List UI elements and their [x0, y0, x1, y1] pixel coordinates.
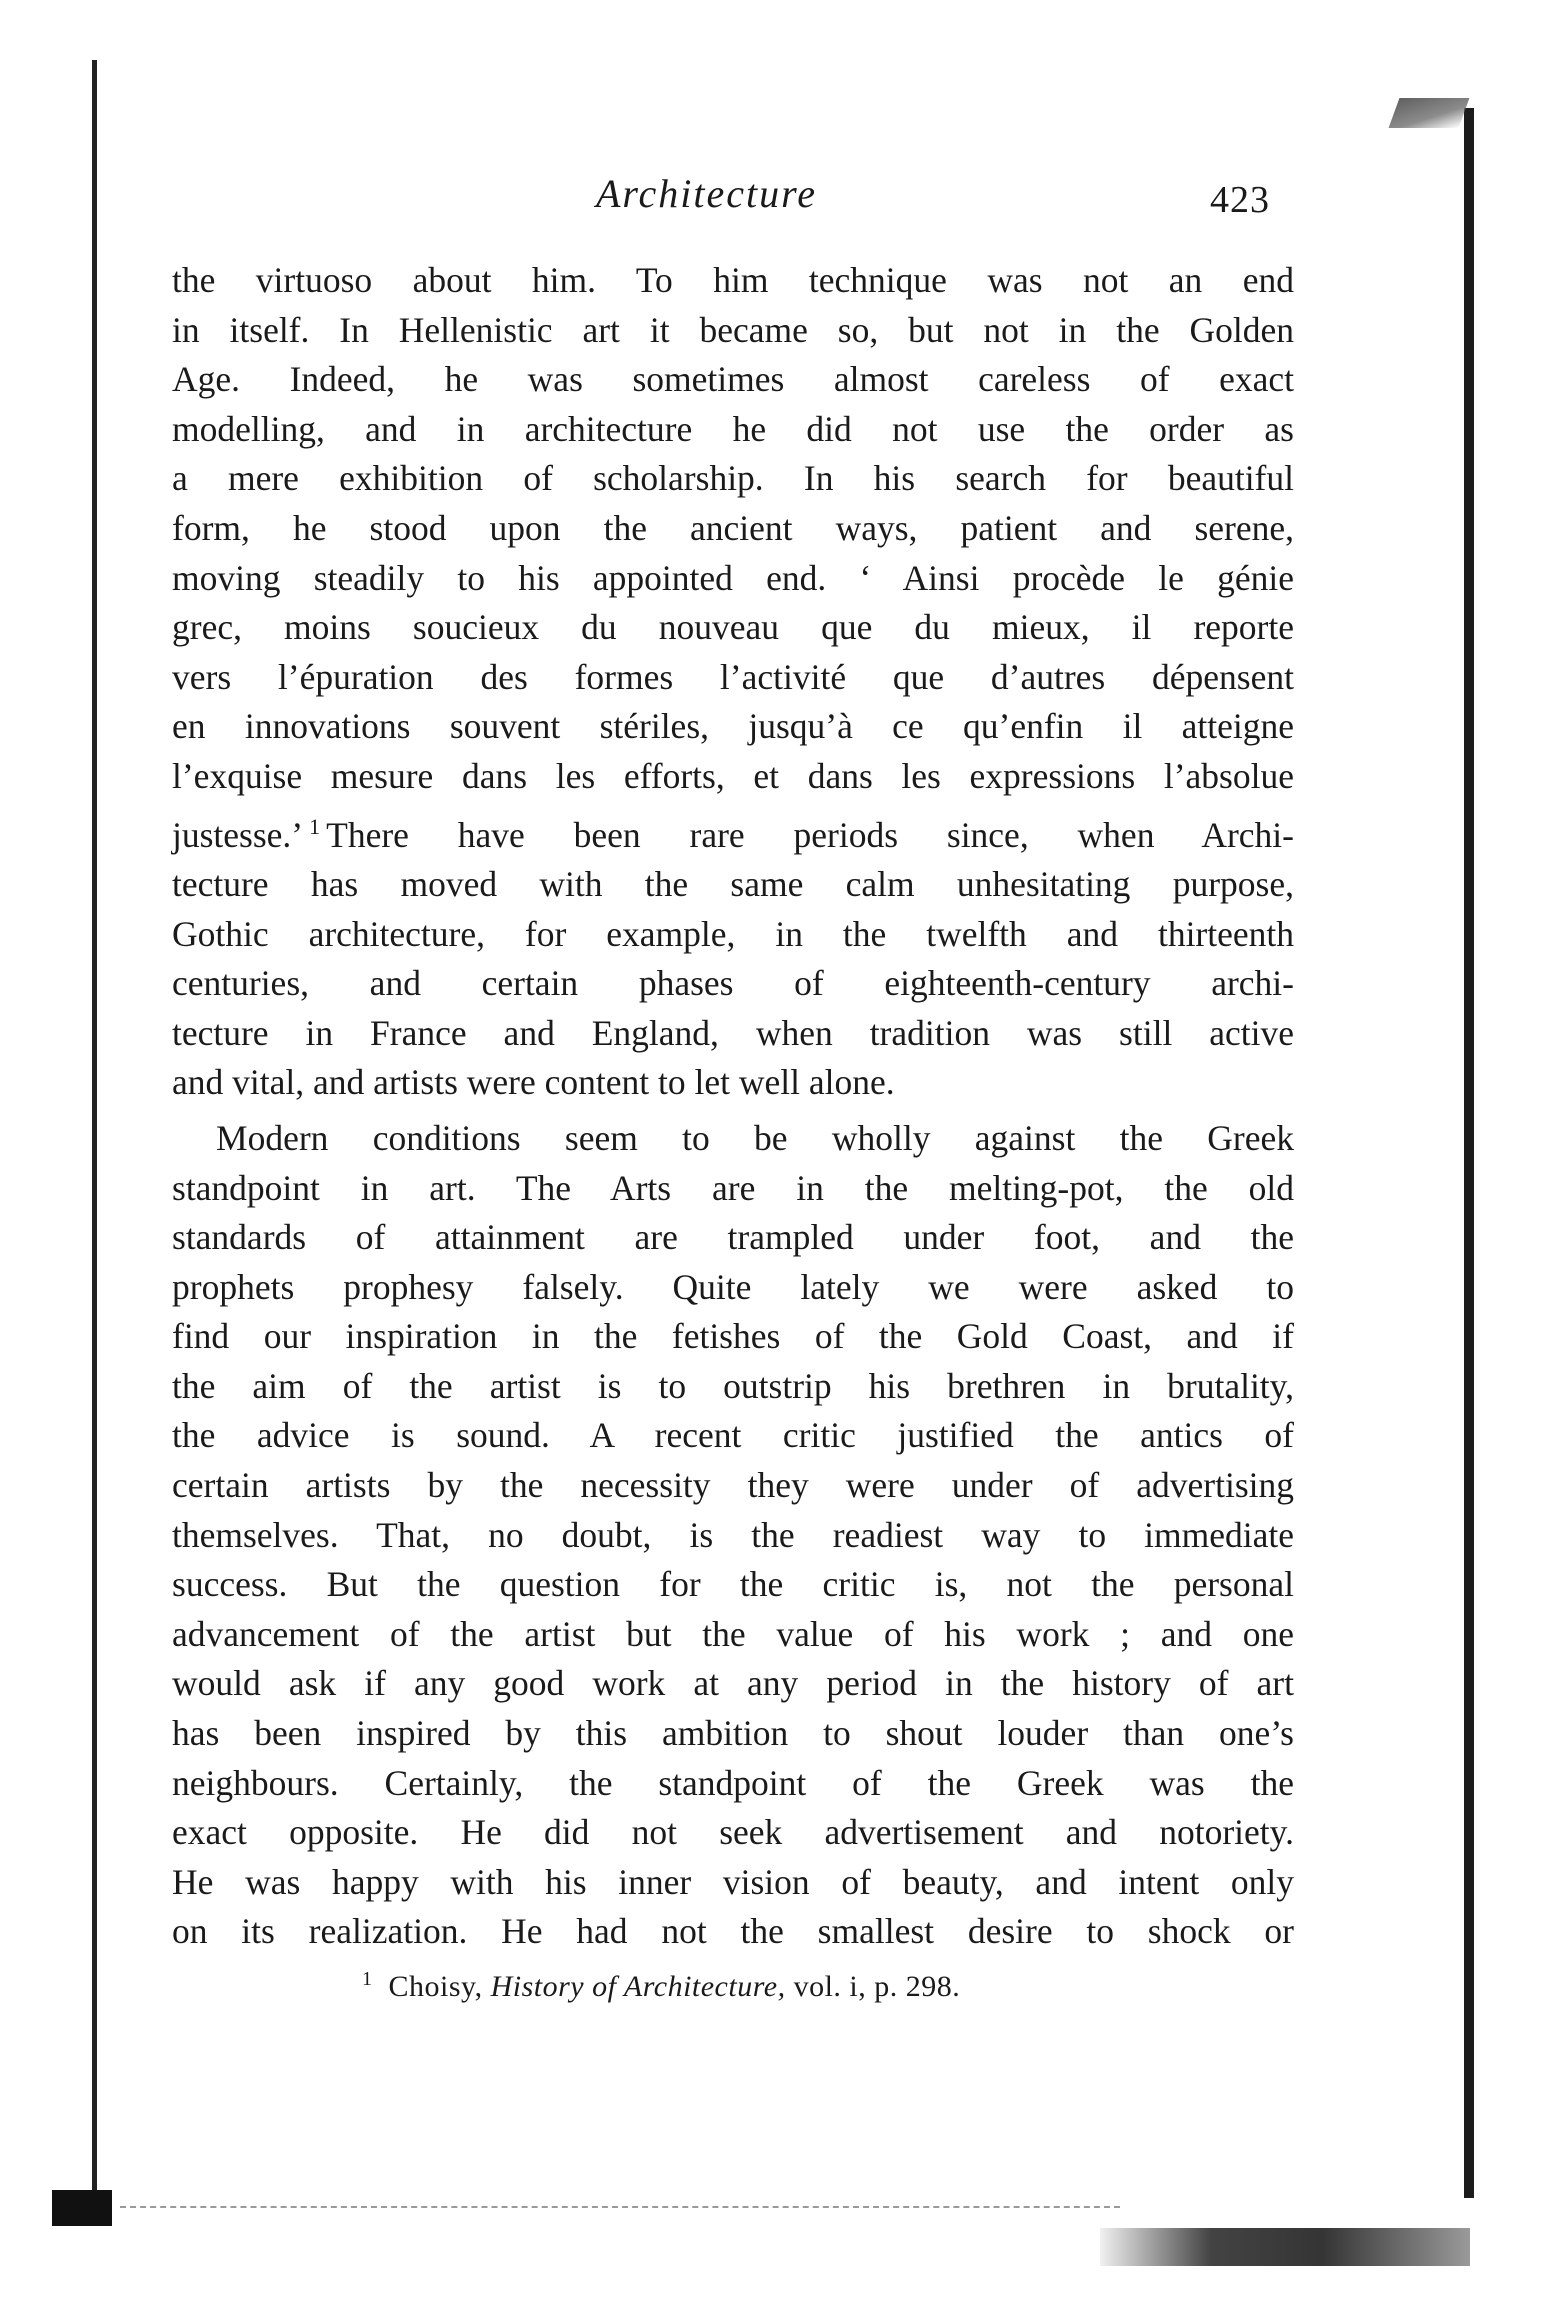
text-line: prophets prophesy falsely. Quite lately we were asked to [172, 1266, 1294, 1307]
text-line: tecture in France and England, when tradition was still active [172, 1012, 1294, 1053]
text-line: en innovations souvent stériles, jusqu’à ce qu’enfin il atteigne [172, 706, 1294, 747]
text-line: vers l’épuration des formes l’activité que d’autres dépensent [172, 656, 1294, 697]
text-line: Gothic architecture, for example, in the twelfth and thirteenth [172, 913, 1294, 954]
text-line: standards of attainment are trampled under foot, and the [172, 1217, 1294, 1258]
paragraph [172, 1114, 1294, 1957]
text-line: advancement of the artist but the value of his work ; and one [172, 1613, 1294, 1654]
text-line: standpoint in art. The Arts are in the melting-pot, the old [172, 1167, 1294, 1208]
running-head: Architecture [596, 171, 817, 216]
footnote-number: 1 [362, 1968, 373, 1990]
text-line: has been inspired by this ambition to shout louder than one’s [172, 1713, 1294, 1754]
body-text [172, 256, 1294, 1957]
text-line: neighbours. Certainly, the standpoint of the Greek was the [172, 1762, 1294, 1803]
footnote-title: History of Architecture, [490, 1970, 786, 2003]
text-line: l’exquise mesure dans les efforts, et dans les expressions l’absolue [172, 755, 1294, 796]
footnote-author: Choisy, [388, 1970, 483, 2003]
text-line: themselves. That, no doubt, is the readiest way to immediate [172, 1514, 1294, 1555]
text-line: He was happy with his inner vision of beauty, and intent only [172, 1861, 1294, 1902]
text-line: tecture has moved with the same calm unhesitating purpose, [172, 863, 1294, 904]
text-line: in itself. In Hellenistic art it became so, but not in the Golden [172, 309, 1294, 350]
footnote-reference[interactable]: 1 [309, 813, 321, 839]
text-line: the aim of the artist is to outstrip his brethren in brutality, [172, 1365, 1294, 1406]
text-line: moving steadily to his appointed end. ‘ Ainsi procède le génie [172, 557, 1294, 598]
text-fragment: There have been rare periods since, when Archi- [326, 814, 1294, 855]
page-number: 423 [1210, 179, 1270, 221]
scan-bottom-mark [1100, 2228, 1470, 2266]
text-line: modelling, and in architecture he did not use the order as [172, 408, 1294, 449]
footnote-rest: vol. i, p. 298. [793, 1970, 961, 2003]
scan-corner-mark [1389, 98, 1470, 128]
text-line: find our inspiration in the fetishes of the Gold Coast, and if [172, 1316, 1294, 1357]
text-line-with-footnote-ref [172, 802, 1294, 860]
text-line: Age. Indeed, he was sometimes almost careless of exact [172, 359, 1294, 400]
text-line: exact opposite. He did not seek advertisement and notoriety. [172, 1812, 1294, 1853]
text-line: Modern conditions seem to be wholly against the Greek [216, 1117, 1294, 1158]
text-line: a mere exhibition of scholarship. In his search for beautiful [172, 458, 1294, 499]
scan-edge-left [92, 60, 97, 2220]
text-line: certain artists by the necessity they were under of advertising [172, 1465, 1294, 1506]
text-line: on its realization. He had not the smallest desire to shock or [172, 1911, 1294, 1952]
paragraph [172, 256, 1294, 1108]
text-line: the advice is sound. A recent critic justified the antics of [172, 1415, 1294, 1456]
text-line: and vital, and artists were content to let well alone. [172, 1062, 895, 1103]
scan-dash-line [120, 2206, 1120, 2208]
scan-edge-right [1464, 108, 1474, 2198]
text-line: the virtuoso about him. To him technique was not an end [172, 260, 1294, 300]
text-line: form, he stood upon the ancient ways, patient and serene, [172, 507, 1294, 548]
text-line: would ask if any good work at any period in the history of art [172, 1663, 1294, 1704]
text-fragment: justesse.’ [172, 814, 304, 855]
text-line: grec, moins soucieux du nouveau que du mieux, il reporte [172, 607, 1294, 648]
text-line: centuries, and certain phases of eighteenth-century archi- [172, 963, 1294, 1004]
footnote [362, 1968, 960, 2004]
text-line: success. But the question for the critic is, not the personal [172, 1564, 1294, 1605]
scan-edge-mark [52, 2190, 112, 2226]
